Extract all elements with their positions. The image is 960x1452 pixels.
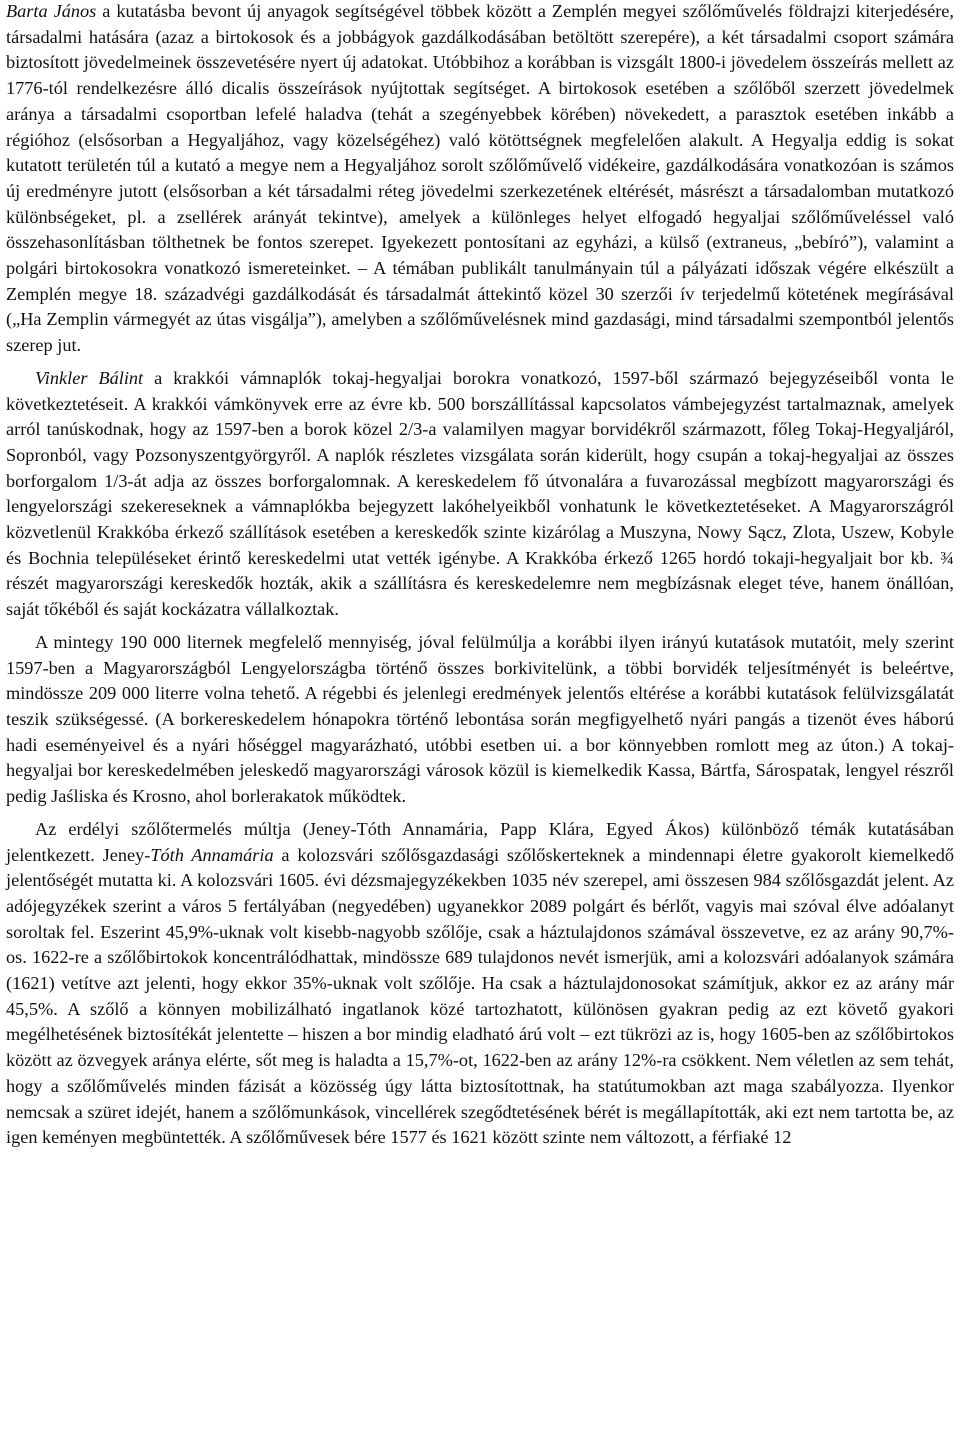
author-name-toth: Tóth Annamária — [150, 844, 274, 865]
paragraph-erdelyi — [6, 817, 954, 1151]
paragraph-text: a kutatásba bevont új anyagok segítségével többek között a Zemplén megyei szőlőművelés földrajzi kiterjedésére, társadalmi hatására (azaz a birtokosok és a jobbágyok gazdálkodásában betöltött szerepére), a két társadalmi csoport számára biztosított jövedelmeinek összevetésére nyert új adatokat. Utóbbihoz a korábban is vizsgált 1800-i jövedelem összeírás mellett az 1776-tól rendelkezésre álló dicalis összeírások nyújtottak segítséget. A birtokosok esetében a szőlőből szerzett jövedelmek aránya a társadalmi csoportban lefelé haladva (tehát a szegényebbek körében) növekedett, a parasztok esetében inkább a régióhoz (elsősorban a Hegyaljához, vagy közelségéhez) való kötöttségnek megfelelően alakult. A Hegyalja eddig is sokat kutatott területén túl a kutató a megye nem a Hegyaljához sorolt szőlőművelő vidékeire, gazdálkodására vonatkozóan is számos új eredményre jutott (elsősorban a két társadalmi réteg jövedelmi szerkezetének eltérését, másrészt a társadalomban mutatkozó különbségeket, pl. a zsellérek arányát tekintve), amelyek a különleges helyet elfogadó hegyaljai szőlőműveléssel való összehasonlításban tölthetnek be fontos szerepet. Igyekezett pontosítani az egyházi, a külső (extraneus, „bebíró”), valamint a polgári birtokosokra vonatkozó ismereteinket. – A témában publikált tanulmányain túl a pályázati időszak végére elkészült a Zemplén megye 18. századvégi gazdálkodását és társadalmát áttekintő közel 30 szerzői ív terjedelmű kötetének megírásával („Ha Zemplin vármegyét az útas visgálja”), amelyben a szőlőművelésnek mind gazdasági, mind társadalmi szempontból jelentős szerep jut. — [6, 1, 954, 356]
paragraph-text: Az erdélyi szőlőtermelés múltja (Jeney-Tóth Annamária, Papp Klára, Egyed Ákos) különböző témák kutatásában jelentkezett. Jeney- — [6, 818, 954, 865]
author-name-barta: Barta János — [6, 1, 97, 21]
paragraph-barta — [6, 0, 954, 359]
paragraph-text: a kolozsvári szőlősgazdasági szőlőskerteknek a mindennapi életre gyakorolt kiemelkedő jelentőségét mutatta ki. A kolozsvári 1605. évi dézsmajegyzékekben 1035 név szerepel, ami összesen 984 szőlősgazdát jelent. Az adójegyzékek szerint a város 5 fertályában (negyedében) ugyanekkor 2089 polgárt és bérlőt, vagyis mai szóval élve adóalanyt soroltak fel. Eszerint 45,9%-uknak volt kisebb-nagyobb szőlője, csak a háztulajdonos számával összevetve, ez az arány 90,7%-os. 1622-re a szőlőbirtokok koncentrálódhattak, mindössze 689 tulajdonos nevét ismerjük, ami a kolozsvári adóalanyok számára (1621) vetítve azt jelenti, hogy ekkor 35%-uknak volt szőlője. Ha csak a háztulajdonosokat számítjuk, akkor ez az arány már 45,5%. A szőlő a könnyen mobilizálható ingatlanok közé tartozhatott, különösen gyakran pedig az ezt követő gyakori megélhetésének biztosítékát jelentette – hiszen a bor mindig eladható árú volt – ezt tükrözi az is, hogy 1605-ben az szőlőbirtokos között az özvegyek aránya elérte, sőt meg is haladta a 15,7%-ot, 1622-ben az arány 12%-ra csökkent. Nem véletlen az sem tehát, hogy a szőlőművelés minden fázisát a közösség úgy látta biztosítottnak, ha statútumokban azt maga szabályozza. Ilyenkor nemcsak a szüret idejét, hanem a szőlőmunkások, vincellérek szegődtetésének bérét is megállapították, aki ezt nem tartotta be, az igen keményen megbüntették. A szőlőművesek bére 1577 és 1621 között szinte nem változott, a férfiaké 12 — [6, 844, 954, 1148]
paragraph-mintegy — [6, 630, 954, 810]
author-name-vinkler: Vinkler Bálint — [35, 367, 144, 388]
paragraph-text: a krakkói vámnaplók tokaj-hegyaljai borokra vonatkozó, 1597-ből származó bejegyzéseiből vonta le következtetéseit. A krakkói vámkönyvek erre az évre kb. 500 borszállítással kapcsolatos vámbejegyzést tartalmaznak, amelyek arról tanúskodnak, hogy az 1597-ben a borok közel 2/3-a valamilyen magyar borvidékről származott, főleg Tokaj-Hegyaljáról, Sopronból, vagy Pozsonyszentgyörgyről. A naplók részletes vizsgálata során kiderült, hogy csupán a tokaj-hegyaljai az összes borforgalom 1/3-át adja az összes borforgalomnak. A kereskedelem fő útvonalára a fuvarozással megbízott magyarországi és lengyelországi szekereseknek a vámnaplókba bejegyzett lakóhelyeikből vonhatunk le következtetéseket. A Magyarországról közvetlenül Krakkóba érkező szállítások esetében a kereskedők szinte kizárólag a Muszyna, Nowy Sącz, Zlota, Uszew, Kobyle és Bochnia településeket érintő kereskedelmi utat vették igénybe. A Krakkóba érkező 1265 hordó tokaji-hegyaljait bor kb. ¾ részét magyarországi kereskedők hozták, akik a szállításra és kereskedelemre nem megbízásnak eleget téve, hanem önállóan, saját tőkéből és saját kockázatra vállalkoztak. — [6, 367, 954, 620]
paragraph-text: A mintegy 190 000 liternek megfelelő mennyiség, jóval felülmúlja a korábbi ilyen irányú kutatások mutatóit, mely szerint 1597-ben a Magyarországból Lengyelországba történő összes borkivitelünk, a többi borvidék teljesítményét is beleértve, mindössze 209 000 literre volna tehető. A régebbi és jelenlegi eredmények jelentős eltérése a korábbi kutatások felülvizsgálatát teszik szükségessé. (A borkereskedelem hónapokra történő lebontása során megfigyelhető nyári pangás a tizenöt éves háború hadi eseményeivel és a nyári hőséggel magyarázható, utóbbi esetben ui. a bor könnyebben romlott meg az úton.) A tokaj-hegyaljai bor kereskedelmében jeleskedő magyarországi városok közül is kiemelkedik Kassa, Bártfa, Sárospatak, lengyel részről pedig Jaśliska és Krosno, ahol borlerakatok működtek. — [6, 631, 954, 807]
paragraph-vinkler — [6, 366, 954, 623]
